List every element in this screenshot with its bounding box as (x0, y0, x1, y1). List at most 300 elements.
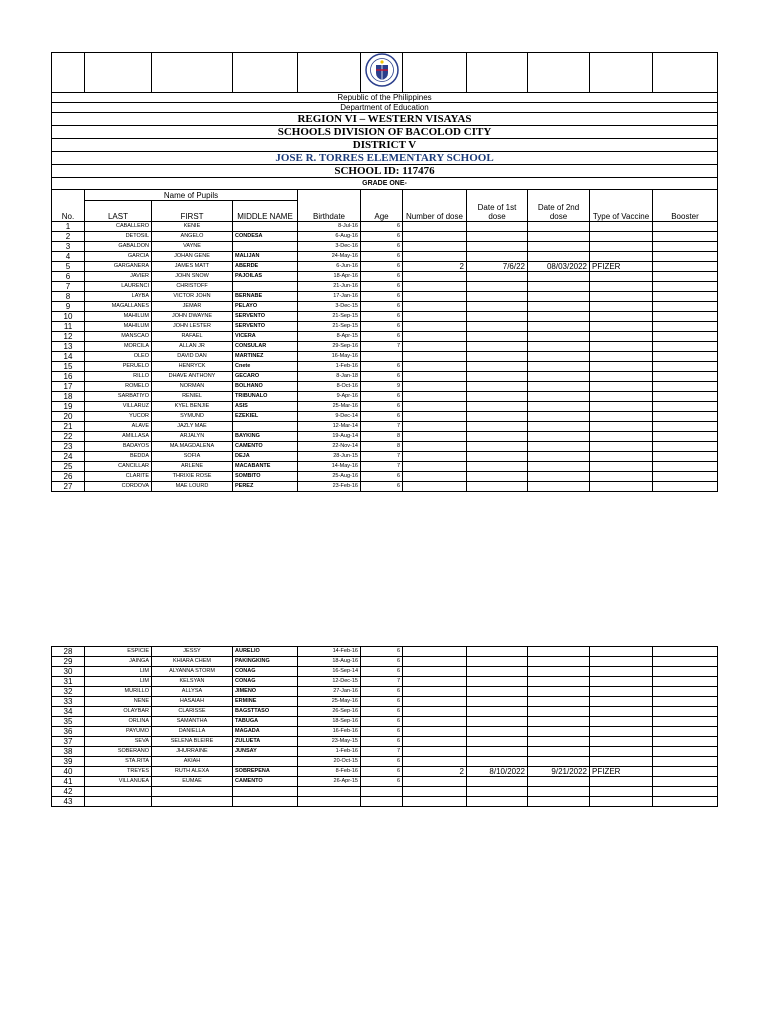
pupil-date-1st-dose (467, 402, 528, 412)
pupil-vaccine-type (590, 657, 653, 667)
pupil-last-name: GABALDON (85, 242, 152, 252)
pupil-middle-name: JIMENO (233, 687, 298, 697)
pupil-age: 6 (361, 232, 403, 242)
pupil-first-name: SOFIA (152, 452, 233, 462)
pupil-vaccine-type (590, 462, 653, 472)
pupil-last-name: TREYES (85, 767, 152, 777)
pupil-number: 22 (52, 432, 85, 442)
table-row (52, 262, 718, 272)
pupil-date-1st-dose (467, 787, 528, 797)
pupil-date-2nd-dose (528, 282, 590, 292)
pupil-age: 6 (361, 292, 403, 302)
pupil-vaccine-type (590, 747, 653, 757)
pupil-birthdate: 14-Feb-16 (298, 647, 361, 657)
pupil-birthdate: 16-May-16 (298, 352, 361, 362)
pupil-date-1st-dose (467, 777, 528, 787)
pupil-date-1st-dose (467, 332, 528, 342)
pupil-first-name: DHAVE ANTHONY (152, 372, 233, 382)
pupil-vaccine-type: PFIZER (590, 262, 653, 272)
header-division: SCHOOLS DIVISION OF BACOLOD CITY (52, 126, 718, 139)
pupil-first-name: RAFAEL (152, 332, 233, 342)
table-row (52, 797, 718, 807)
pupil-vaccine-type (590, 222, 653, 232)
pupil-number: 19 (52, 402, 85, 412)
pupil-number: 2 (52, 232, 85, 242)
pupil-vaccine-type (590, 312, 653, 322)
pupil-date-2nd-dose: 08/03/2022 (528, 262, 590, 272)
col-date-1st-dose: Date of 1st dose (467, 201, 528, 222)
pupil-age: 6 (361, 262, 403, 272)
pupil-age: 8 (361, 442, 403, 452)
pupil-age: 7 (361, 677, 403, 687)
pupil-age: 6 (361, 717, 403, 727)
pupil-birthdate: 9-Apr-16 (298, 392, 361, 402)
pupil-age: 8 (361, 432, 403, 442)
pupil-date-1st-dose (467, 757, 528, 767)
pupil-booster (653, 777, 718, 787)
table-row (52, 462, 718, 472)
pupil-vaccine-type (590, 697, 653, 707)
pupil-vaccine-type (590, 392, 653, 402)
pupil-middle-name: PAJOILAS (233, 272, 298, 282)
pupil-birthdate: 22-Nov-14 (298, 442, 361, 452)
pupil-number: 31 (52, 677, 85, 687)
pupil-first-name: EUMAE (152, 777, 233, 787)
pupil-number-of-dose (403, 402, 467, 412)
pupil-booster (653, 462, 718, 472)
pupil-vaccine-type (590, 332, 653, 342)
pupil-date-2nd-dose (528, 302, 590, 312)
pupil-date-2nd-dose (528, 322, 590, 332)
pupil-vaccine-type (590, 362, 653, 372)
pupil-vaccine-type (590, 432, 653, 442)
pupil-middle-name: TABUGA (233, 717, 298, 727)
pupil-middle-name: MARTINEZ (233, 352, 298, 362)
table-row (52, 697, 718, 707)
pupil-vaccine-type (590, 412, 653, 422)
pupil-booster (653, 677, 718, 687)
pupil-number-of-dose (403, 302, 467, 312)
pupil-date-2nd-dose (528, 432, 590, 442)
pupil-middle-name (233, 222, 298, 232)
pupil-date-2nd-dose (528, 362, 590, 372)
table-row (52, 677, 718, 687)
pupil-date-2nd-dose (528, 707, 590, 717)
table-row (52, 787, 718, 797)
pupil-middle-name (233, 787, 298, 797)
pupil-booster (653, 647, 718, 657)
table-row (52, 342, 718, 352)
pupil-middle-name (233, 797, 298, 807)
pupil-last-name: LIM (85, 667, 152, 677)
pupil-middle-name: BAYKING (233, 432, 298, 442)
pupil-age (361, 787, 403, 797)
pupil-middle-name: CAMENTO (233, 777, 298, 787)
pupil-number: 32 (52, 687, 85, 697)
pupil-booster (653, 657, 718, 667)
pupil-booster (653, 737, 718, 747)
pupil-date-1st-dose (467, 412, 528, 422)
table-row (52, 482, 718, 492)
pupil-birthdate: 6-Jun-16 (298, 262, 361, 272)
pupil-birthdate: 12-Dec-15 (298, 677, 361, 687)
pupil-last-name: CABALLERO (85, 222, 152, 232)
pupil-booster (653, 342, 718, 352)
pupil-date-2nd-dose (528, 442, 590, 452)
deped-seal-icon (365, 53, 399, 87)
pupil-number-of-dose (403, 312, 467, 322)
col-date-2nd-dose: Date of 2nd dose (528, 201, 590, 222)
pupil-date-2nd-dose (528, 482, 590, 492)
pupil-number-of-dose (403, 697, 467, 707)
pupil-number: 24 (52, 452, 85, 462)
pupil-date-1st-dose (467, 747, 528, 757)
pupil-booster (653, 302, 718, 312)
pupil-vaccine-type (590, 647, 653, 657)
pupil-birthdate: 8-Jan-18 (298, 372, 361, 382)
pupil-number-of-dose (403, 717, 467, 727)
pupil-number: 27 (52, 482, 85, 492)
pupil-first-name: ALYANNA STORM (152, 667, 233, 677)
pupil-number-of-dose: 2 (403, 262, 467, 272)
pupil-number: 40 (52, 767, 85, 777)
pupil-vaccine-type (590, 422, 653, 432)
pupil-number: 12 (52, 332, 85, 342)
pupil-number: 11 (52, 322, 85, 332)
pupil-first-name: KELSYAN (152, 677, 233, 687)
pupil-number: 37 (52, 737, 85, 747)
pupil-birthdate: 26-Sep-16 (298, 707, 361, 717)
pupil-birthdate: 25-May-16 (298, 697, 361, 707)
pupil-date-1st-dose (467, 392, 528, 402)
pupil-middle-name: AURELIO (233, 647, 298, 657)
pupil-date-2nd-dose (528, 222, 590, 232)
pupil-number: 42 (52, 787, 85, 797)
pupil-number: 3 (52, 242, 85, 252)
pupil-last-name: VILLARUZ (85, 402, 152, 412)
pupil-number: 9 (52, 302, 85, 312)
pupil-first-name: JOHN DWAYNE (152, 312, 233, 322)
pupil-middle-name: GECARO (233, 372, 298, 382)
enrollment-sheet-page2 (51, 646, 718, 807)
pupil-number: 41 (52, 777, 85, 787)
pupil-birthdate: 18-Apr-16 (298, 272, 361, 282)
pupil-age: 6 (361, 482, 403, 492)
pupil-booster (653, 222, 718, 232)
pupil-first-name: KENIE (152, 222, 233, 232)
pupil-booster (653, 697, 718, 707)
pupil-date-2nd-dose (528, 737, 590, 747)
pupil-number-of-dose (403, 332, 467, 342)
pupil-first-name: SYMUND (152, 412, 233, 422)
pupil-first-name: ALLAN JR (152, 342, 233, 352)
pupil-date-2nd-dose (528, 657, 590, 667)
pupil-booster (653, 757, 718, 767)
pupil-booster (653, 442, 718, 452)
pupil-date-2nd-dose (528, 392, 590, 402)
pupil-number-of-dose (403, 412, 467, 422)
pupil-date-2nd-dose (528, 292, 590, 302)
pupil-date-2nd-dose (528, 272, 590, 282)
pupil-vaccine-type (590, 292, 653, 302)
pupil-number-of-dose (403, 372, 467, 382)
pupil-booster (653, 392, 718, 402)
pupil-number-of-dose (403, 222, 467, 232)
pupil-date-1st-dose (467, 302, 528, 312)
pupil-birthdate (298, 797, 361, 807)
pupil-age: 6 (361, 687, 403, 697)
pupil-number-of-dose (403, 252, 467, 262)
pupil-birthdate: 25-Aug-16 (298, 472, 361, 482)
pupil-first-name: JHURRAINE (152, 747, 233, 757)
pupil-vaccine-type (590, 352, 653, 362)
pupil-last-name: MANSCAO (85, 332, 152, 342)
pupil-first-name: HENRYCK (152, 362, 233, 372)
pupil-vaccine-type (590, 252, 653, 262)
table-row (52, 422, 718, 432)
pupil-middle-name: DEJA (233, 452, 298, 462)
table-row (52, 282, 718, 292)
pupil-vaccine-type (590, 482, 653, 492)
pupil-vaccine-type (590, 797, 653, 807)
pupil-first-name: KHIARA CHEM (152, 657, 233, 667)
deped-seal-icon (361, 53, 403, 93)
pupil-middle-name: JUNSAY (233, 747, 298, 757)
col-booster: Booster (653, 201, 718, 222)
pupil-date-1st-dose (467, 362, 528, 372)
pupil-middle-name: SERVENTO (233, 312, 298, 322)
pupil-age: 6 (361, 412, 403, 422)
pupil-age: 6 (361, 312, 403, 322)
pupil-booster (653, 727, 718, 737)
pupil-booster (653, 452, 718, 462)
pupil-birthdate: 14-May-16 (298, 462, 361, 472)
pupil-date-2nd-dose (528, 232, 590, 242)
pupil-birthdate: 1-Feb-16 (298, 747, 361, 757)
pupil-date-1st-dose (467, 687, 528, 697)
pupil-booster (653, 687, 718, 697)
pupil-date-1st-dose (467, 667, 528, 677)
pupil-date-1st-dose (467, 657, 528, 667)
pupil-birthdate: 21-Sep-15 (298, 322, 361, 332)
pupil-date-1st-dose (467, 707, 528, 717)
pupil-birthdate: 1-Feb-16 (298, 362, 361, 372)
pupil-last-name: SARBATIYO (85, 392, 152, 402)
pupil-first-name: ALLYSA (152, 687, 233, 697)
pupil-vaccine-type (590, 717, 653, 727)
pupil-vaccine-type (590, 472, 653, 482)
pupil-number-of-dose (403, 462, 467, 472)
pupil-vaccine-type (590, 342, 653, 352)
header-deped: Department of Education (52, 103, 718, 113)
pupil-date-2nd-dose (528, 452, 590, 462)
pupil-first-name: CLARISSE (152, 707, 233, 717)
pupil-middle-name: CONDESA (233, 232, 298, 242)
pupil-last-name: PAYUMO (85, 727, 152, 737)
table-row (52, 252, 718, 262)
pupil-number-of-dose (403, 392, 467, 402)
pupil-vaccine-type (590, 757, 653, 767)
pupil-date-2nd-dose (528, 472, 590, 482)
pupil-age: 6 (361, 757, 403, 767)
pupil-booster (653, 322, 718, 332)
pupil-middle-name: BERNABE (233, 292, 298, 302)
pupil-birthdate: 6-Aug-16 (298, 232, 361, 242)
pupil-first-name: RUTH ALEXA (152, 767, 233, 777)
pupil-vaccine-type (590, 372, 653, 382)
pupil-date-2nd-dose (528, 647, 590, 657)
pupil-age: 7 (361, 422, 403, 432)
pupil-middle-name: VICERA (233, 332, 298, 342)
pupil-vaccine-type (590, 302, 653, 312)
pupil-vaccine-type (590, 272, 653, 282)
pupil-first-name: VICTOR JOHN (152, 292, 233, 302)
pupil-age: 6 (361, 332, 403, 342)
pupil-first-name: MA.MAGDALENA (152, 442, 233, 452)
table-row (52, 412, 718, 422)
pupil-booster (653, 482, 718, 492)
pupil-date-2nd-dose (528, 422, 590, 432)
pupil-number: 14 (52, 352, 85, 362)
table-row (52, 757, 718, 767)
pupil-middle-name: EZEKIEL (233, 412, 298, 422)
pupil-birthdate: 8-Jul-16 (298, 222, 361, 232)
pupil-age: 6 (361, 472, 403, 482)
pupil-date-1st-dose (467, 282, 528, 292)
pupil-age: 6 (361, 242, 403, 252)
pupil-booster (653, 432, 718, 442)
pupil-number: 6 (52, 272, 85, 282)
pupil-middle-name: CAMENTO (233, 442, 298, 452)
pupil-vaccine-type (590, 737, 653, 747)
pupil-last-name: SOBERANO (85, 747, 152, 757)
pupil-birthdate: 9-Dec-14 (298, 412, 361, 422)
table-row (52, 432, 718, 442)
pupil-date-2nd-dose (528, 352, 590, 362)
pupil-birthdate: 8-Feb-16 (298, 767, 361, 777)
pupil-middle-name: BOLHANO (233, 382, 298, 392)
pupil-date-2nd-dose (528, 412, 590, 422)
pupil-date-1st-dose: 7/6/22 (467, 262, 528, 272)
pupil-age: 7 (361, 747, 403, 757)
pupil-number-of-dose (403, 472, 467, 482)
pupil-first-name: ARJALYN (152, 432, 233, 442)
pupil-age: 6 (361, 372, 403, 382)
pupil-booster (653, 382, 718, 392)
pupil-age: 6 (361, 322, 403, 332)
pupil-first-name: MAE LOURD (152, 482, 233, 492)
table-row (52, 667, 718, 677)
pupil-booster (653, 412, 718, 422)
pupil-vaccine-type (590, 242, 653, 252)
pupil-last-name: GARCIA (85, 252, 152, 262)
pupil-number: 38 (52, 747, 85, 757)
pupil-number-of-dose (403, 452, 467, 462)
pupil-booster (653, 262, 718, 272)
pupil-middle-name: MAGADA (233, 727, 298, 737)
pupil-middle-name: CONAG (233, 677, 298, 687)
table-row (52, 272, 718, 282)
pupil-middle-name: SOBREPENA (233, 767, 298, 777)
pupil-date-1st-dose (467, 272, 528, 282)
col-birthdate: Birthdate (298, 201, 361, 222)
pupil-date-1st-dose (467, 232, 528, 242)
pupil-last-name: MORCILA (85, 342, 152, 352)
pupil-date-2nd-dose (528, 667, 590, 677)
pupil-date-2nd-dose (528, 462, 590, 472)
pupil-date-1st-dose (467, 462, 528, 472)
table-row (52, 242, 718, 252)
pupil-number-of-dose (403, 352, 467, 362)
pupil-last-name: MURILLO (85, 687, 152, 697)
pupil-last-name: PERUELO (85, 362, 152, 372)
pupil-number-of-dose (403, 232, 467, 242)
pupil-number: 16 (52, 372, 85, 382)
pupil-vaccine-type (590, 442, 653, 452)
col-type-of-vaccine: Type of Vaccine (590, 201, 653, 222)
pupil-birthdate: 3-Dec-16 (298, 242, 361, 252)
pupil-age: 9 (361, 382, 403, 392)
table-row (52, 452, 718, 462)
pupil-date-1st-dose (467, 797, 528, 807)
pupil-booster (653, 787, 718, 797)
pupil-first-name: JEMAR (152, 302, 233, 312)
pupil-date-2nd-dose (528, 312, 590, 322)
pupil-birthdate: 20-Oct-15 (298, 757, 361, 767)
table-row (52, 302, 718, 312)
pupil-vaccine-type (590, 232, 653, 242)
pupil-number-of-dose (403, 647, 467, 657)
pupil-date-2nd-dose: 9/21/2022 (528, 767, 590, 777)
pupil-vaccine-type (590, 667, 653, 677)
pupil-first-name: JOHAN GENE (152, 252, 233, 262)
pupil-birthdate: 27-Jan-16 (298, 687, 361, 697)
pupil-date-1st-dose (467, 352, 528, 362)
pupil-last-name: ALAVE (85, 422, 152, 432)
pupil-first-name: VAYNE (152, 242, 233, 252)
pupil-birthdate: 25-Mar-16 (298, 402, 361, 412)
pupil-number-of-dose (403, 787, 467, 797)
pupil-date-1st-dose (467, 422, 528, 432)
pupil-number-of-dose (403, 482, 467, 492)
pupil-age: 6 (361, 302, 403, 312)
pupil-booster (653, 707, 718, 717)
pupil-last-name: DETOSIL (85, 232, 152, 242)
pupil-number-of-dose (403, 777, 467, 787)
pupil-last-name: AMILLASA (85, 432, 152, 442)
pupil-last-name: MAHILUM (85, 322, 152, 332)
table-row (52, 382, 718, 392)
pupil-birthdate: 16-Sep-14 (298, 667, 361, 677)
pupil-last-name: GARGANERA (85, 262, 152, 272)
pupil-birthdate: 21-Jun-16 (298, 282, 361, 292)
pupil-middle-name: Cnete (233, 362, 298, 372)
table-row (52, 767, 718, 777)
pupil-number: 4 (52, 252, 85, 262)
pupil-vaccine-type (590, 282, 653, 292)
pupil-number: 17 (52, 382, 85, 392)
pupil-first-name: JESSY (152, 647, 233, 657)
enrollment-sheet-page1 (51, 52, 718, 492)
pupil-vaccine-type (590, 677, 653, 687)
pupil-last-name: LAYBA (85, 292, 152, 302)
pupil-booster (653, 747, 718, 757)
pupil-birthdate (298, 787, 361, 797)
pupil-first-name: JOHN LESTER (152, 322, 233, 332)
pupil-date-1st-dose (467, 452, 528, 462)
pupil-date-1st-dose (467, 697, 528, 707)
pupil-vaccine-type (590, 322, 653, 332)
